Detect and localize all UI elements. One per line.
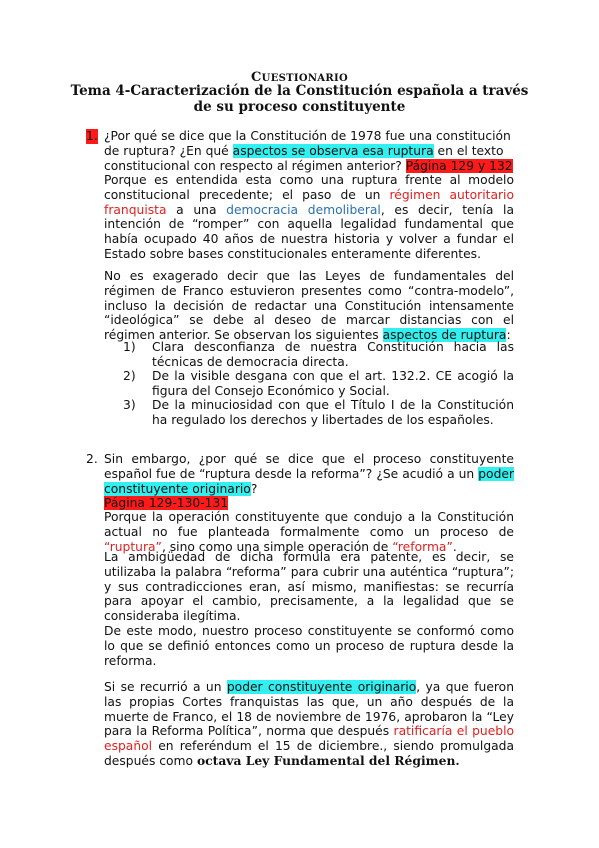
q2-ans-c: . — [452, 539, 457, 554]
q2-text-b: ? — [250, 481, 258, 496]
list-item-3-number: 3) — [123, 398, 136, 412]
q1-para2-highlight: aspectos de ruptura — [382, 328, 507, 343]
page-title-line1: Tema 4-Caracterización de la Constitución española a través — [70, 83, 529, 99]
list-item-3-text: De la minuciosidad con que el Título I de la Constitución ha regulado los derechos y libertades de los españoles. — [152, 398, 514, 427]
q2-ans-a: Porque la operación constituyente que condujo a la Constitución actual no fue planteada formalmente como un proceso de — [104, 510, 514, 539]
q1-para2-a: No es exagerado decir que las Leyes de fundamentales del régimen de Franco estuvieron presentes como “contra-modelo”, incluso la decisión de redactar una Constitución intensamente “ideológica” se debe al deseo de marcar distancias con el régimen anterior. Se observan los siguientes — [104, 269, 514, 343]
q1-page-ref: Página 129 y 132 — [405, 158, 513, 173]
question-2-paragraph-4 — [104, 680, 514, 769]
section-label-initial: C — [251, 70, 262, 85]
q2-p4-b: , ya que fueron las propias Cortes franquistas las que, un año después de la muerte de Franco, el 18 de noviembre de 1976, aprobaron la “Ley para la Reforma Política”, norma que después — [104, 680, 515, 739]
q1-answer-b: a una — [166, 202, 227, 217]
q2-page-ref: Página 129-130-131 — [104, 496, 229, 510]
question-2-answer-3: De este modo, nuestro proceso constituyente se conformó como lo que se definió entonces como un proceso de ruptura desde la reforma. — [104, 624, 514, 668]
question-2-answer-2: La ambigüedad de dicha formula era patente, es decir, se utilizaba la palabra “reforma” para cubrir una auténtica “ruptura”; y sus contradicciones eran, así mismo, manifiestas: se recurría para apoyar el cambio, precisamente, a la legalidad que se consideraba ilegítima. — [104, 550, 514, 624]
list-item-1-text: Clara desconfianza de nuestra Constitución hacia las técnicas de democracia directa. — [152, 340, 514, 369]
q2-ans-red-1: “ruptura” — [104, 539, 162, 554]
q1-highlight: aspectos se observa esa ruptura — [232, 143, 434, 158]
q1-answer-c: , es decir, tenía la intención de “romper” con aquella legalidad fundamental que había ocupado 40 años de nuestra historia y volver a fundar el Estado sobre bases constitucionales enteramente diferentes. — [104, 202, 514, 261]
q1-answer-blue: democracia demoliberal — [226, 202, 381, 217]
question-2-answer-1 — [104, 510, 514, 554]
question-1-answer — [104, 173, 514, 262]
question-1-paragraph-2 — [104, 269, 514, 343]
q2-p4-bold: octava Ley Fundamental del Régimen. — [196, 752, 460, 768]
q2-p4-a: Si se recurrió a un — [104, 680, 227, 694]
question-1-text — [104, 129, 514, 173]
q1-text-b: en el texto constitucional con respecto al régimen anterior? — [104, 143, 504, 173]
q2-ans-red-2: “reforma” — [392, 539, 453, 554]
question-1-number: 1. — [86, 129, 98, 143]
list-item-2-text: De la visible desgana con que el art. 132.2. CE acogió la figura del Consejo Económico y Social. — [152, 369, 514, 398]
list-item-1-number: 1) — [123, 340, 136, 354]
q1-answer-red: régimen autoritario franquista — [104, 187, 514, 217]
list-item-2-number: 2) — [123, 369, 136, 383]
question-2-text — [104, 452, 514, 496]
q1-answer-a: Porque es entendida esta como una ruptura frente al modelo constitucional precedente; el paso de un — [104, 173, 514, 202]
q2-ans-b: , sino como una simple operación de — [161, 539, 393, 554]
q1-text-a: ¿Por qué se dice que la Constitución de 1978 fue una constitución de ruptura? ¿En qué — [104, 129, 511, 158]
q2-page-ref-line — [104, 496, 514, 511]
q2-p4-highlight: poder constituyente originario — [226, 680, 417, 694]
page-title-line2: de su proceso constituyente — [193, 99, 406, 115]
q2-text-a: Sin embargo, ¿por qué se dice que el proceso constituyente español fue de “ruptura desde la reforma”? ¿Se acudió a un — [104, 452, 514, 481]
q2-highlight: poder constituyente originario — [104, 466, 514, 496]
q2-p4-c: en referéndum el 15 de diciembre., siendo promulgada después como — [104, 739, 514, 768]
q2-p4-red: ratificaría el pueblo español — [104, 724, 515, 754]
section-label-rest: UESTIONARIO — [261, 73, 348, 84]
question-2-number: 2. — [86, 452, 98, 466]
q1-para2-b: : — [506, 328, 511, 343]
